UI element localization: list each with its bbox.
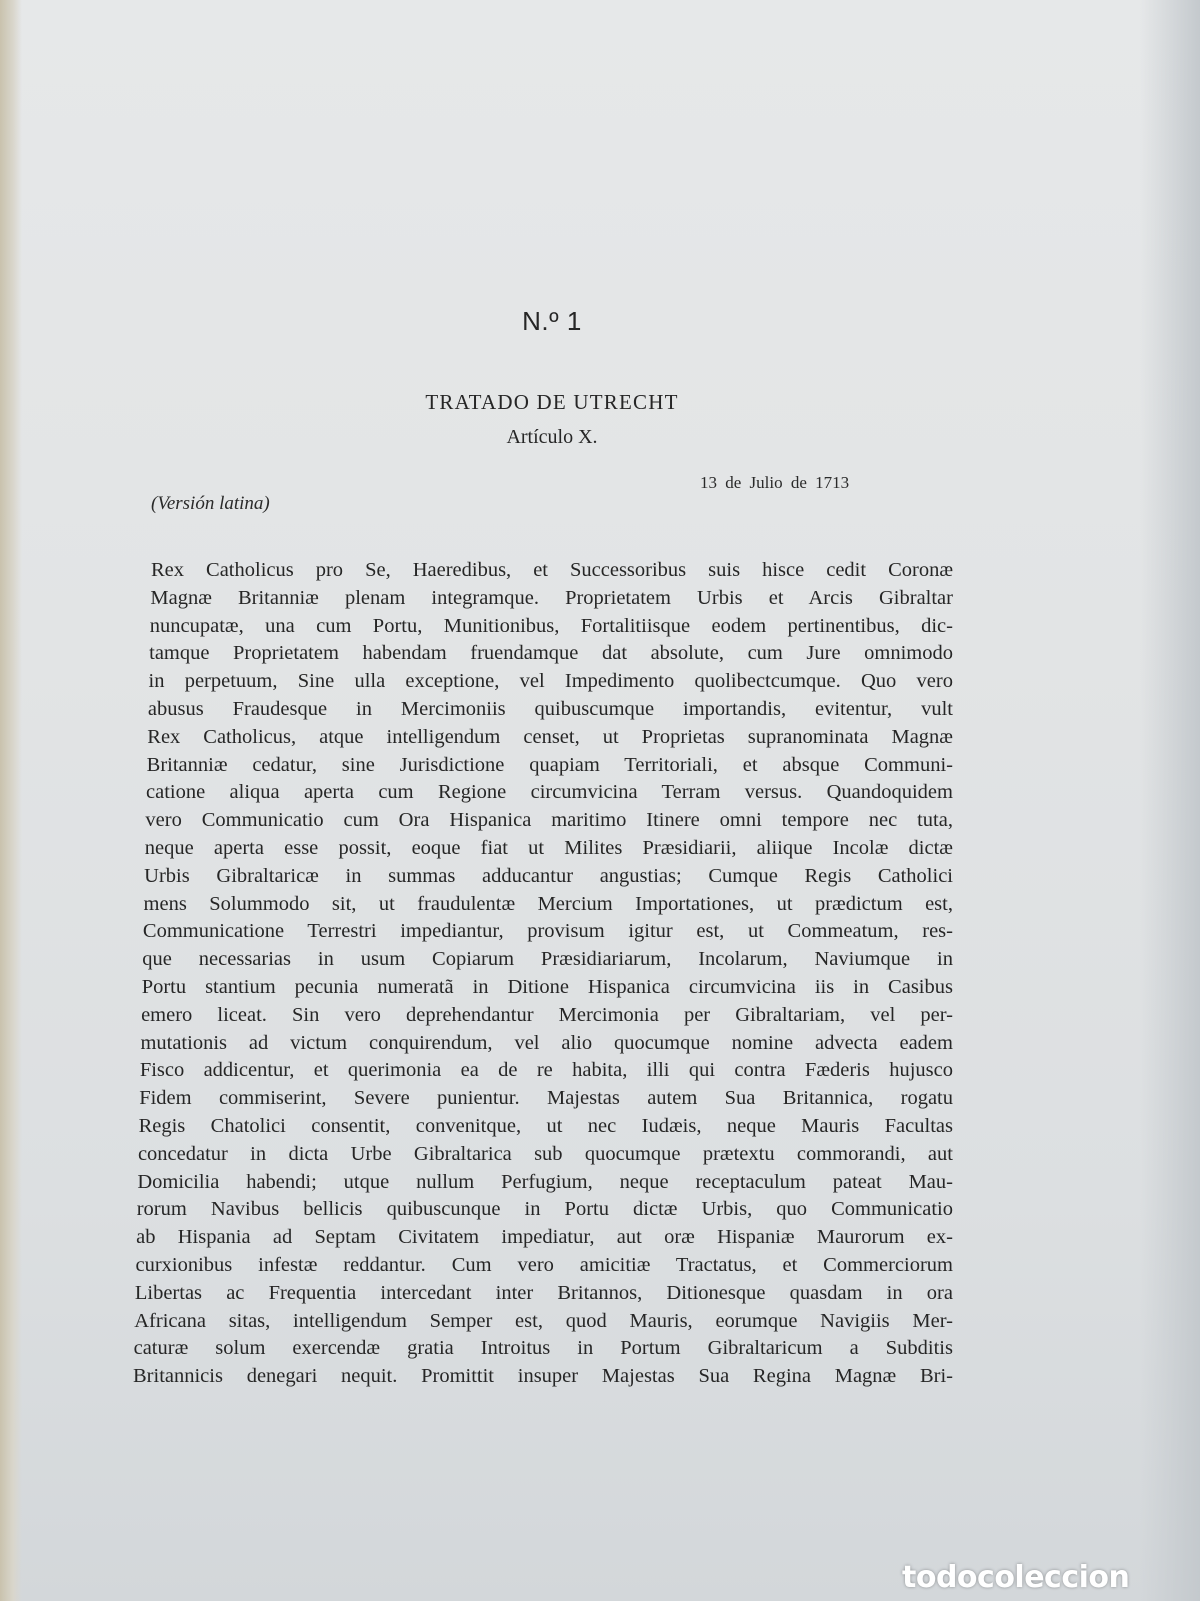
document-date: 13 de Julio de 1713 <box>700 473 850 492</box>
bleed-through-text <box>150 68 950 243</box>
body-line: tamque Proprietatem habendam fruendamque dat absolute, cum Jure omnimodo <box>149 642 953 665</box>
body-line: Britannicis denegari nequit. Promittit insuper Majestas Sua Regina Magnæ Bri- <box>133 1365 953 1388</box>
body-line: curxionibus infestæ reddantur. Cum vero amicitiæ Tractatus, et Commerciorum <box>135 1254 953 1276</box>
body-line: Domicilia habendi; utque nullum Perfugium, neque receptaculum pateat Mau- <box>137 1170 953 1193</box>
body-line: caturæ solum exercendæ gratia Introitus in Portum Gibraltaricum a Subditis <box>133 1337 953 1360</box>
body-line: nuncupatæ, una cum Portu, Munitionibus, Fortalitiisque eodem pertinentibus, dic- <box>149 614 953 637</box>
body-line: Africana sitas, intelligendum Semper est, quod Mauris, eorumque Navigiis Mer- <box>134 1309 953 1332</box>
body-line: Portu stantium pecunia numeratã in Ditione Hispanica circumvicina iis in Casibus <box>141 976 953 998</box>
body-line: Libertas ac Frequentia intercedant inter Britannos, Ditionesque quasdam in ora <box>134 1281 953 1304</box>
document-title: TRATADO DE UTRECHT <box>425 390 679 414</box>
body-line: catione aliqua aperta cum Regione circumvicina Terram versus. Quandoquidem <box>146 781 953 804</box>
body-line: que necessarias in usum Copiarum Præsidiariarum, Incolarum, Naviumque in <box>142 948 953 971</box>
body-line: mens Solummodo sit, ut fraudulentæ Mercium Importationes, ut prædictum est, <box>143 892 953 915</box>
body-line: Magnæ Britanniæ plenam integramque. Proprietatem Urbis et Arcis Gibraltar <box>150 586 953 609</box>
body-line: Communicatione Terrestri impediantur, provisum igitur est, ut Commeatum, res- <box>142 920 953 943</box>
watermark-logo: todocoleccion <box>902 1560 1130 1595</box>
article-heading: Artículo X. <box>506 426 598 448</box>
body-line: rorum Navibus bellicis quibuscunque in Portu dictæ Urbis, quo Communicatio <box>136 1198 953 1221</box>
body-line: neque aperta esse possit, eoque fiat ut Milites Præsidiarii, aliique Incolæ dictæ <box>144 837 953 859</box>
body-line: Rex Catholicus pro Se, Haeredibus, et Successoribus suis hisce cedit Coronæ <box>151 559 953 581</box>
body-line: Regis Chatolici consentit, convenitque, ut nec Iudæis, neque Mauris Facultas <box>138 1115 953 1137</box>
body-line: Fisco addicentur, et querimonia ea de re habita, illi qui contra Fæderis hujusco <box>139 1059 953 1082</box>
version-label: (Versión latina) <box>151 493 270 514</box>
body-line: Fidem commiserint, Severe punientur. Majestas autem Sua Britannica, rogatu <box>139 1087 953 1110</box>
body-line: in perpetuum, Sine ulla exceptione, vel Impedimento quolibectcumque. Quo vero <box>148 670 953 693</box>
document-number: N.º 1 <box>522 306 582 336</box>
body-line: Rex Catholicus, atque intelligendum censet, ut Proprietas supranominata Magnæ <box>147 725 953 748</box>
body-line: Urbis Gibraltaricæ in summas adducantur angustias; Cumque Regis Catholici <box>144 864 953 887</box>
body-line: concedatur in dicta Urbe Gibraltarica sub quocumque prætextu commorandi, aut <box>137 1142 953 1165</box>
body-line: abusus Fraudesque in Mercimoniis quibuscumque importandis, evitentur, vult <box>147 698 953 720</box>
body-line: emero liceat. Sin vero deprehendantur Mercimonia per Gibraltariam, vel per- <box>141 1003 953 1026</box>
body-line: ab Hispania ad Septam Civitatem impediatur, aut oræ Hispaniæ Maurorum ex- <box>136 1226 953 1249</box>
body-line: mutationis ad victum conquirendum, vel alio quocumque nomine advecta eadem <box>140 1031 953 1054</box>
body-line: Britanniæ cedatur, sine Jurisdictione quapiam Territoriali, et absque Communi- <box>146 753 953 776</box>
body-line: vero Communicatio cum Ora Hispanica maritimo Itinere omni tempore nec tuta, <box>145 809 953 832</box>
